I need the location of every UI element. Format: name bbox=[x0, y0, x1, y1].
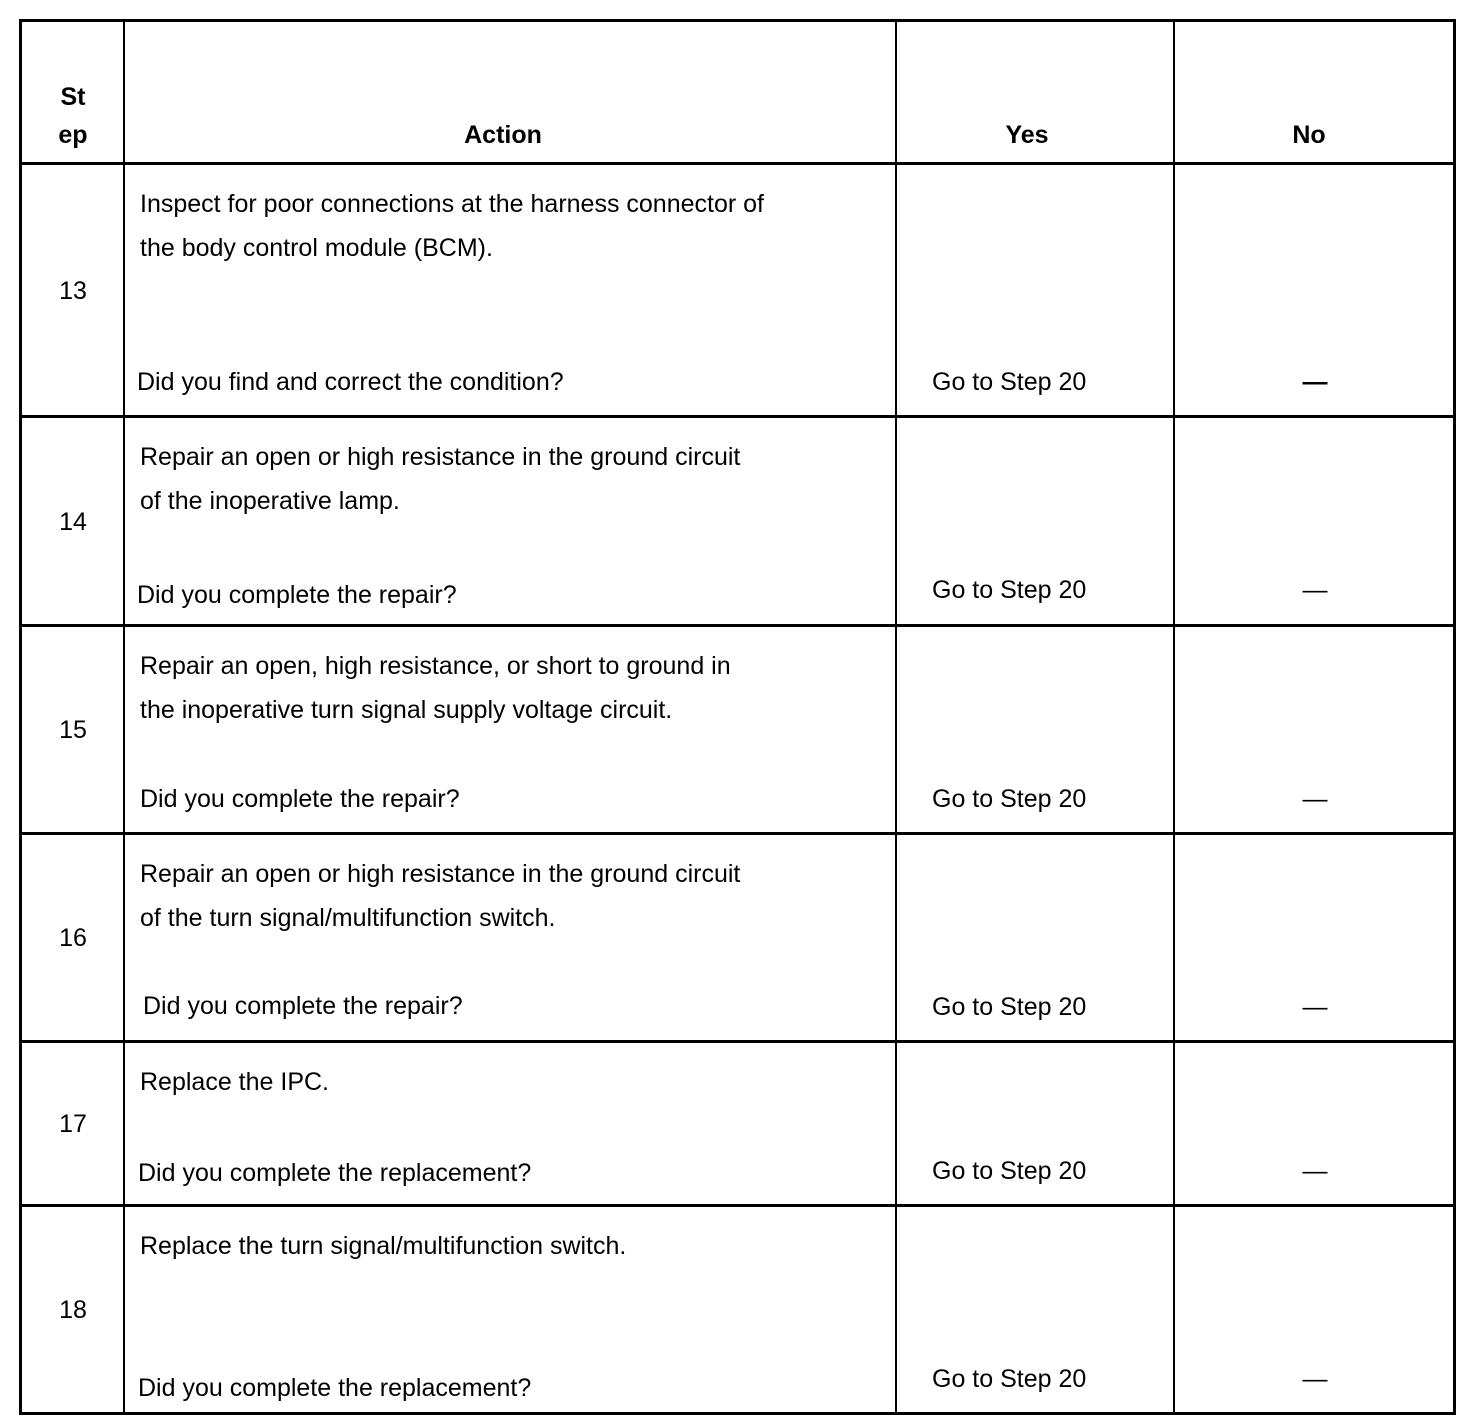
diagnostic-table bbox=[19, 19, 1456, 1415]
row-divider bbox=[22, 832, 1453, 835]
action-text bbox=[140, 1224, 626, 1268]
yes-result: Go to Step 20 bbox=[932, 993, 1087, 1021]
action-line: the body control module (BCM). bbox=[140, 234, 493, 262]
action-line: Repair an open, high resistance, or short to ground in bbox=[140, 652, 731, 680]
no-result: — bbox=[1302, 785, 1328, 813]
step-number: 17 bbox=[59, 1110, 87, 1138]
action-question: Did you complete the repair? bbox=[143, 992, 463, 1020]
step-number: 13 bbox=[59, 277, 87, 305]
header-action: Action bbox=[464, 121, 542, 149]
action-text bbox=[140, 644, 731, 732]
step-number: 14 bbox=[59, 508, 87, 536]
no-result: — bbox=[1302, 576, 1328, 604]
action-question: Did you complete the repair? bbox=[140, 785, 460, 813]
action-line: Inspect for poor connections at the harness connector of bbox=[140, 190, 764, 218]
action-line: Replace the IPC. bbox=[140, 1068, 329, 1096]
step-number: 16 bbox=[59, 924, 87, 952]
action-question: Did you complete the replacement? bbox=[138, 1159, 532, 1187]
row-divider bbox=[22, 1204, 1453, 1207]
yes-result: Go to Step 20 bbox=[932, 785, 1087, 813]
action-text bbox=[140, 852, 740, 940]
action-line: the inoperative turn signal supply voltage circuit. bbox=[140, 696, 673, 724]
header-step-line1: St bbox=[60, 83, 86, 111]
step-number: 15 bbox=[59, 716, 87, 744]
action-line: of the turn signal/multifunction switch. bbox=[140, 904, 556, 932]
action-line: Repair an open or high resistance in the ground circuit bbox=[140, 860, 741, 888]
header-no: No bbox=[1292, 121, 1326, 149]
action-text bbox=[140, 435, 740, 523]
row-divider bbox=[22, 624, 1453, 627]
yes-result: Go to Step 20 bbox=[932, 576, 1087, 604]
yes-result: Go to Step 20 bbox=[932, 1365, 1087, 1393]
yes-result: Go to Step 20 bbox=[932, 368, 1087, 396]
row-divider bbox=[22, 1040, 1453, 1043]
row-divider bbox=[22, 415, 1453, 418]
row-divider bbox=[22, 162, 1453, 165]
step-number: 18 bbox=[59, 1296, 87, 1324]
action-text bbox=[140, 182, 764, 270]
header-step-line2: ep bbox=[58, 121, 88, 149]
action-question: Did you find and correct the condition? bbox=[137, 368, 564, 396]
action-question: Did you complete the repair? bbox=[137, 581, 457, 609]
action-line: Replace the turn signal/multifunction switch. bbox=[140, 1232, 627, 1260]
action-line: Repair an open or high resistance in the ground circuit bbox=[140, 443, 741, 471]
header-step bbox=[22, 78, 124, 154]
no-result: — bbox=[1302, 368, 1328, 396]
no-result: — bbox=[1302, 993, 1328, 1021]
header-yes: Yes bbox=[1005, 121, 1049, 149]
action-question: Did you complete the replacement? bbox=[138, 1374, 532, 1402]
no-result: — bbox=[1302, 1365, 1328, 1393]
yes-result: Go to Step 20 bbox=[932, 1157, 1087, 1185]
action-line: of the inoperative lamp. bbox=[140, 487, 400, 515]
action-text bbox=[140, 1060, 329, 1104]
no-result: — bbox=[1302, 1157, 1328, 1185]
